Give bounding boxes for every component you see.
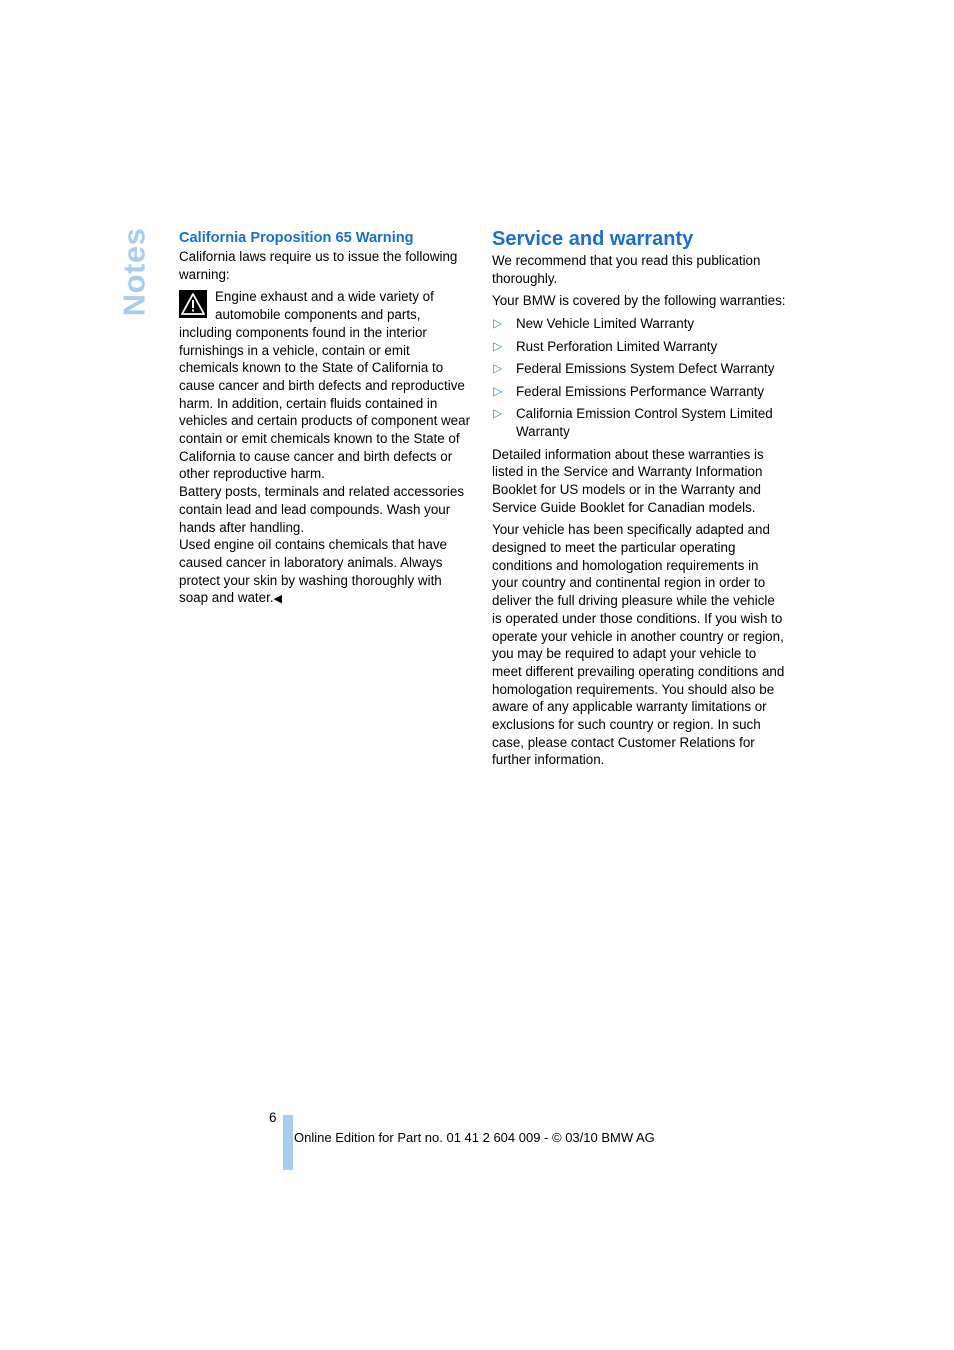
page-number: 6 <box>269 1110 277 1125</box>
warning-text: Engine exhaust and a wide variety of automobile components and parts, including components found in the interior furnishings in a vehicle, contain or emit chemicals known to the State of California to cause cancer and birth defects and reproductive harm. In addition, certain fluids contained in vehicles and certain products of component wear contain or emit chemicals known to the State of California to cause cancer and birth defects or other reproductive harm. <box>179 289 471 482</box>
bullet-icon: ▷ <box>493 383 503 398</box>
left-column <box>179 228 471 609</box>
bullet-icon: ▷ <box>493 316 503 331</box>
prop65-intro: California laws require us to issue the following warning: <box>179 249 458 282</box>
list-item: ▷ California Emission Control System Limited Warranty <box>493 406 773 439</box>
prop65-heading: California Proposition 65 Warning <box>179 230 414 246</box>
intro-paragraph: We recommend that you read this publication thoroughly. <box>492 253 761 286</box>
bullet-icon: ▷ <box>493 406 503 421</box>
warning-triangle-icon <box>179 290 207 318</box>
oil-text <box>179 536 471 609</box>
details-paragraph: Detailed information about these warranties is listed in the Service and Warranty Information Booklet for US models or in the Warranty and Service Guide Booklet for Canadian models. <box>492 446 764 515</box>
bullet-icon: ▷ <box>493 361 503 376</box>
bullet-icon: ▷ <box>493 338 503 353</box>
list-item: ▷ Federal Emissions System Defect Warranty <box>493 361 775 377</box>
list-item: ▷ New Vehicle Limited Warranty <box>493 316 695 332</box>
service-warranty-heading: Service and warranty <box>492 228 694 250</box>
edition-text: Online Edition for Part no. 01 41 2 604 009 - © 03/10 BMW AG <box>294 1130 655 1145</box>
adaptation-paragraph: Your vehicle has been specifically adapted and designed to meet the particular operating conditions and homologation requirements in your country and continental region in order to deliver the full driving pleasure while the vehicle is operated under those conditions. If you wish to operate your vehicle in another country or region, you may be required to adapt your vehicle to meet different prevailing operating conditions and homologation requirements. You should also be aware of any applicable warranty limitations or exclusions for such country or region. In such case, please contact Customer Relations for further information. <box>492 522 785 768</box>
footer-bar <box>283 1115 293 1170</box>
coverage-paragraph: Your BMW is covered by the following warranties: <box>492 293 786 309</box>
end-mark-icon: ◀ <box>273 593 283 606</box>
section-tab-notes <box>118 226 150 318</box>
battery-text: Battery posts, terminals and related accessories contain lead and lead compounds. Wash your hands after handling. <box>179 484 465 535</box>
warning-block <box>179 288 471 483</box>
list-item: ▷ Rust Perforation Limited Warranty <box>493 338 718 354</box>
oil-text-body: Used engine oil contains chemicals that have caused cancer in laboratory animals. Always protect your skin by washing thoroughly with soap and water. <box>179 537 447 606</box>
warranty-list <box>492 315 788 440</box>
right-column <box>492 226 788 769</box>
section-tab-label: Notes <box>116 227 152 317</box>
list-item: ▷ Federal Emissions Performance Warranty <box>493 383 765 399</box>
